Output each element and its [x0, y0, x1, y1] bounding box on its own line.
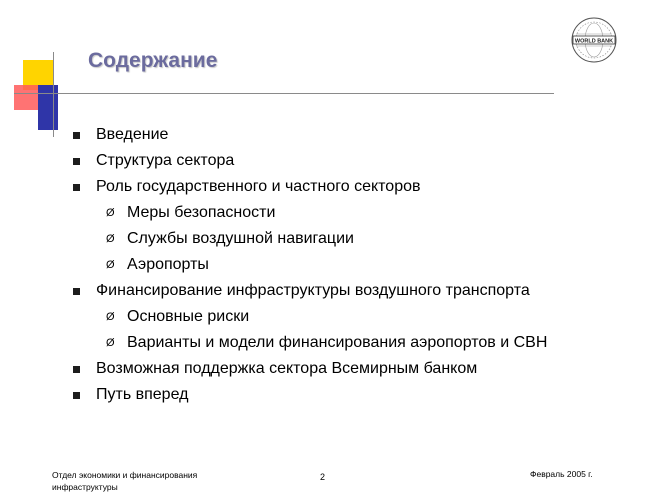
sub-list-item — [0, 226, 648, 252]
sub-list-item — [0, 330, 648, 356]
list-item — [0, 382, 648, 408]
list-item-text: Введение — [96, 126, 169, 143]
square-bullet-icon — [73, 184, 80, 191]
sub-list-item — [0, 304, 648, 330]
slide-title: Содержание — [88, 49, 218, 72]
sub-list-item — [0, 200, 648, 226]
list-item-text: Возможная поддержка сектора Всемирным банком — [96, 360, 478, 377]
list-item-text: Аэропорты — [127, 256, 209, 273]
list-item — [0, 174, 648, 200]
list-item-text: Службы воздушной навигации — [127, 230, 354, 247]
arrow-bullet-icon: Ø — [106, 259, 115, 271]
list-item-text: Финансирование инфраструктуры воздушного транспорта — [96, 282, 530, 299]
square-bullet-icon — [73, 158, 80, 165]
arrow-bullet-icon: Ø — [106, 311, 115, 323]
list-item-text: Структура сектора — [96, 152, 235, 169]
decor-horizontal-line — [14, 93, 554, 94]
logo-text: WORLD BANK — [574, 38, 614, 45]
square-bullet-icon — [73, 392, 80, 399]
list-item-text: Путь вперед — [96, 386, 189, 403]
sub-list-item — [0, 252, 648, 278]
list-item — [0, 148, 648, 174]
list-item-text: Роль государственного и частного секторов — [96, 178, 421, 195]
list-item — [0, 122, 648, 148]
list-item — [0, 278, 648, 304]
square-bullet-icon — [73, 132, 80, 139]
list-item-text: Варианты и модели финансирования аэропортов и СВН — [127, 334, 548, 351]
list-item-text: Основные риски — [127, 308, 250, 325]
footer-department: Отдел экономики и финансирования инфраструктуры — [52, 470, 198, 492]
list-item — [0, 356, 648, 382]
page-number: 2 — [320, 472, 326, 482]
list-item-text: Меры безопасности — [127, 204, 276, 221]
slide-content — [0, 122, 648, 408]
square-bullet-icon — [73, 288, 80, 295]
arrow-bullet-icon: Ø — [106, 337, 115, 349]
world-bank-logo — [570, 16, 618, 64]
square-bullet-icon — [73, 366, 80, 373]
arrow-bullet-icon: Ø — [106, 207, 115, 219]
footer-date: Февраль 2005 г. — [530, 469, 593, 479]
arrow-bullet-icon: Ø — [106, 233, 115, 245]
